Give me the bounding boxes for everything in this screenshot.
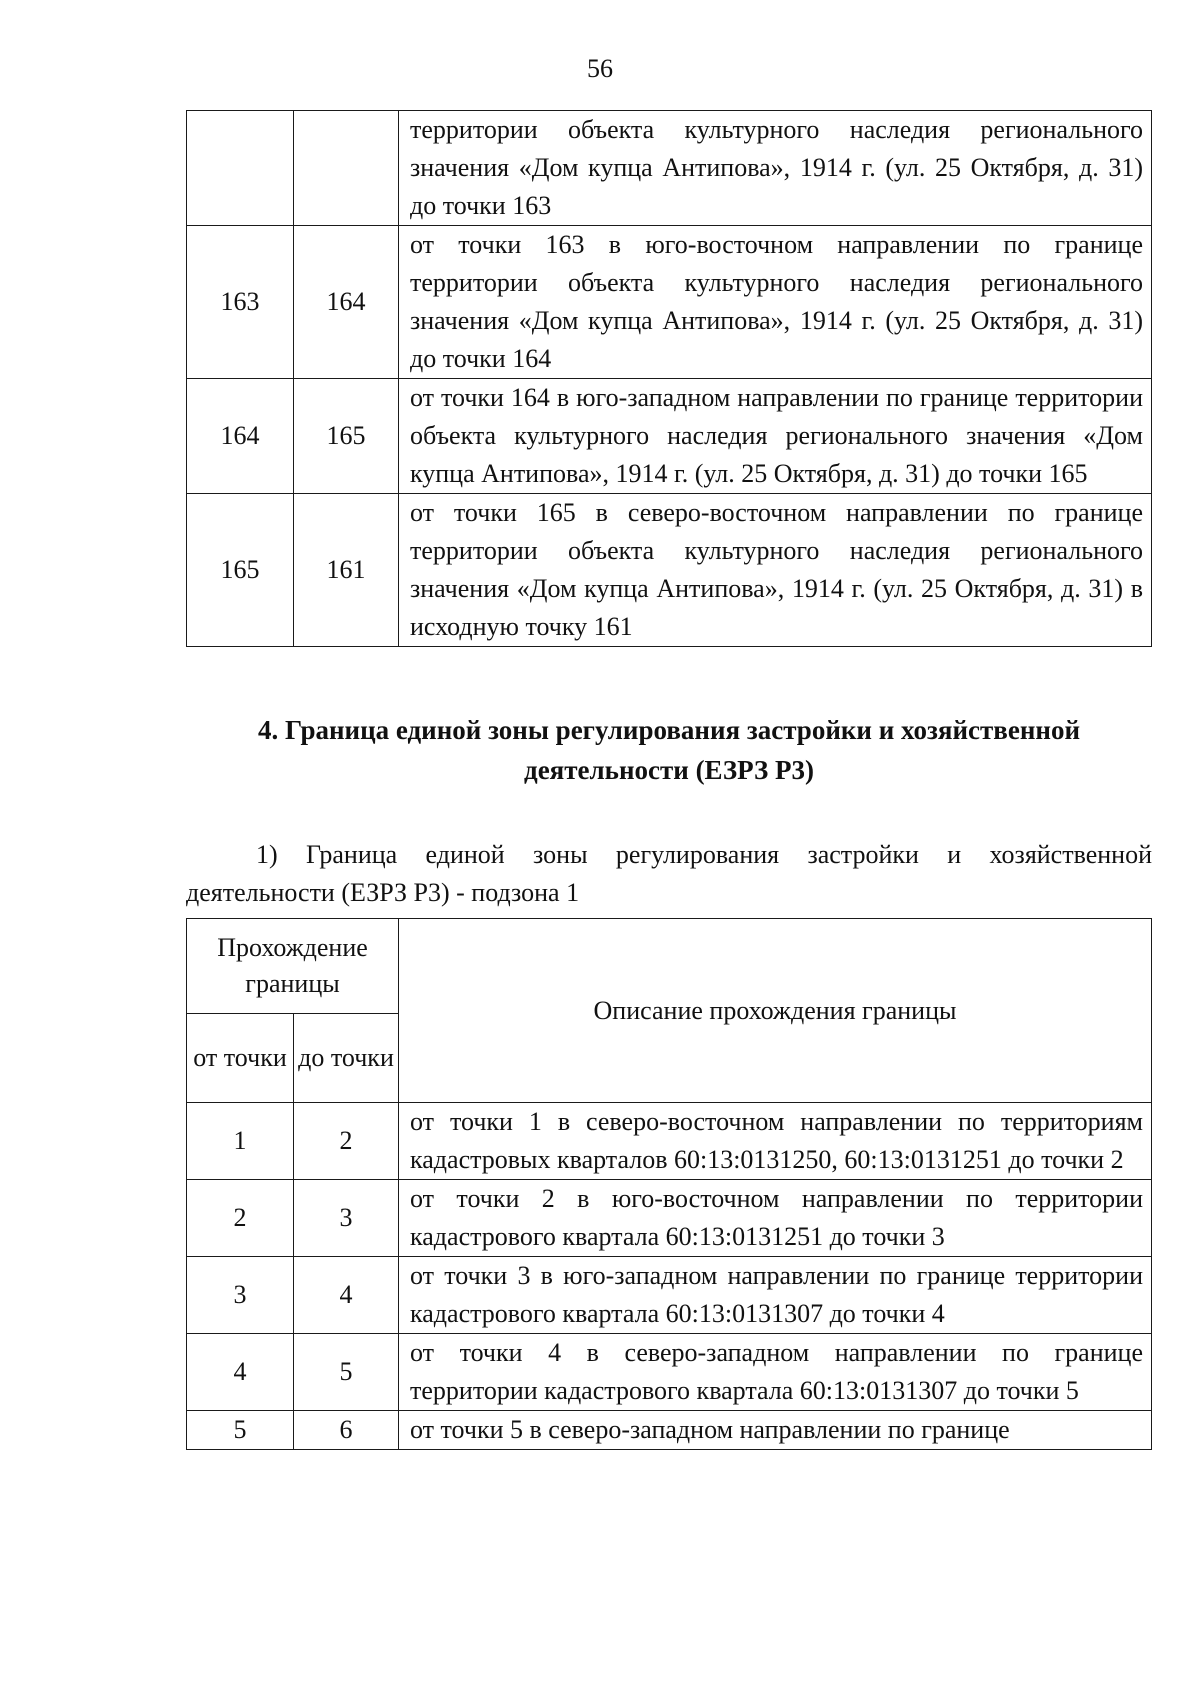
table-row bbox=[187, 1257, 1152, 1334]
description-cell: от точки 165 в северо-восточном направлении по границе территории объекта культурного наследия регионального значения «Дом купца Антипова», 1914 г. (ул. 25 Октября, д. 31) в исходную точку 161 bbox=[399, 494, 1152, 647]
description-cell: от точки 3 в юго-западном направлении по границе территории кадастрового квартала 60:13:0131307 до точки 4 bbox=[399, 1257, 1152, 1334]
to-point-cell: 161 bbox=[294, 494, 399, 647]
description-cell: от точки 163 в юго-восточном направлении по границе территории объекта культурного наследия регионального значения «Дом купца Антипова», 1914 г. (ул. 25 Октября, д. 31) до точки 164 bbox=[399, 226, 1152, 379]
description-cell: от точки 2 в юго-восточном направлении по территории кадастрового квартала 60:13:0131251 до точки 3 bbox=[399, 1180, 1152, 1257]
description-cell: территории объекта культурного наследия регионального значения «Дом купца Антипова», 1914 г. (ул. 25 Октября, д. 31) до точки 163 bbox=[399, 111, 1152, 226]
from-point-cell: 5 bbox=[187, 1411, 294, 1450]
table-row bbox=[187, 226, 1152, 379]
from-point-cell: 3 bbox=[187, 1257, 294, 1334]
description-cell: от точки 1 в северо-восточном направлении по территориям кадастровых кварталов 60:13:0131250, 60:13:0131251 до точки 2 bbox=[399, 1103, 1152, 1180]
table-row bbox=[187, 1180, 1152, 1257]
table-row bbox=[187, 379, 1152, 494]
to-point-cell: 164 bbox=[294, 226, 399, 379]
column-header-passage: Прохождение границы bbox=[187, 919, 399, 1014]
to-point-cell: 2 bbox=[294, 1103, 399, 1180]
to-point-cell: 165 bbox=[294, 379, 399, 494]
description-cell: от точки 4 в северо-западном направлении по границе территории кадастрового квартала 60:13:0131307 до точки 5 bbox=[399, 1334, 1152, 1411]
from-point-cell: 4 bbox=[187, 1334, 294, 1411]
to-point-cell: 6 bbox=[294, 1411, 399, 1450]
boundary-table-continuation bbox=[186, 110, 1152, 647]
table-row bbox=[187, 494, 1152, 647]
column-header-from: от точки bbox=[187, 1014, 294, 1103]
column-header-to: до точки bbox=[294, 1014, 399, 1103]
description-cell: от точки 164 в юго-западном направлении по границе территории объекта культурного наследия регионального значения «Дом купца Антипова», 1914 г. (ул. 25 Октября, д. 31) до точки 165 bbox=[399, 379, 1152, 494]
section-heading: 4. Граница единой зоны регулирования застройки и хозяйственной деятельности (ЕЗРЗ Р3) bbox=[257, 715, 1081, 785]
from-point-cell: 164 bbox=[187, 379, 294, 494]
table-row bbox=[187, 111, 1152, 226]
subzone-paragraph: 1) Граница единой зоны регулирования застройки и хозяйственной деятельности (ЕЗРЗ Р3) - подзона 1 bbox=[186, 840, 1152, 907]
column-header-description: Описание прохождения границы bbox=[399, 919, 1152, 1103]
from-point-cell: 163 bbox=[187, 226, 294, 379]
boundary-table bbox=[186, 918, 1152, 1450]
from-point-cell: 1 bbox=[187, 1103, 294, 1180]
page-number: 56 bbox=[587, 54, 613, 83]
to-point-cell: 4 bbox=[294, 1257, 399, 1334]
description-cell: от точки 5 в северо-западном направлении по границе bbox=[399, 1411, 1152, 1450]
from-point-cell: 165 bbox=[187, 494, 294, 647]
to-point-cell bbox=[294, 111, 399, 226]
from-point-cell bbox=[187, 111, 294, 226]
to-point-cell: 5 bbox=[294, 1334, 399, 1411]
to-point-cell: 3 bbox=[294, 1180, 399, 1257]
table-row bbox=[187, 1103, 1152, 1180]
table-header-row bbox=[187, 919, 1152, 1014]
from-point-cell: 2 bbox=[187, 1180, 294, 1257]
table-row bbox=[187, 1411, 1152, 1450]
table-row bbox=[187, 1334, 1152, 1411]
